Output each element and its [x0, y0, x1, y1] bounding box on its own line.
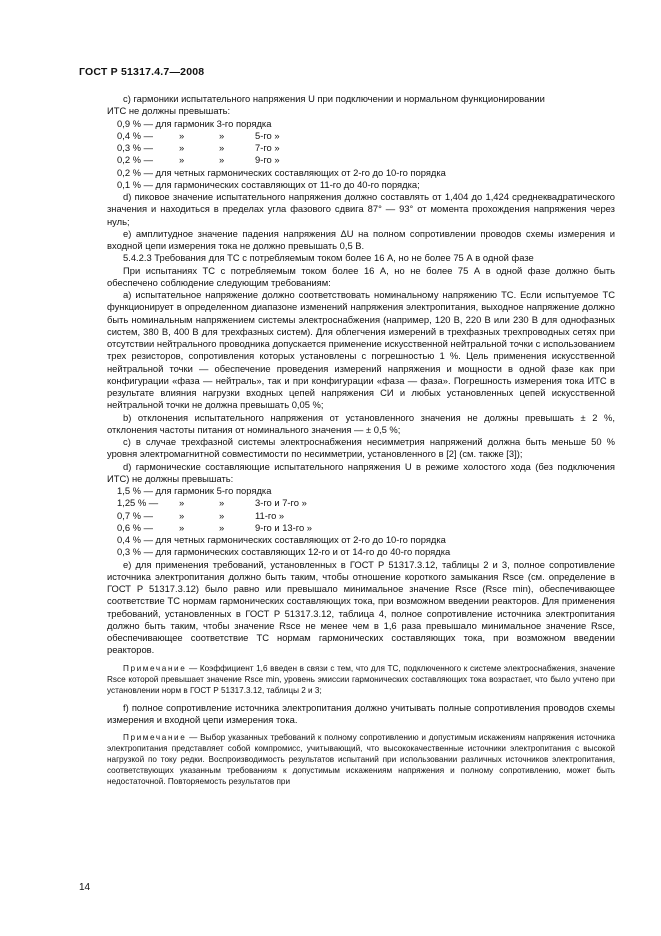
- section-intro: При испытаниях ТС с потребляемым током более 16 А, но не более 75 А в одной фазе должно быть обеспечено соблюдение следующим требованиям:: [107, 264, 615, 288]
- harmonics-row: 0,7 % — » » 11-го »: [117, 509, 285, 521]
- harmonics-even: 0,2 % — для четных гармонических составляющих от 2-го до 10-го порядка: [117, 166, 446, 178]
- harmonics-row: 0,3 % — » » 7-го »: [117, 142, 280, 153]
- harmonics-row: 0,9 % — для гармоник 3-го порядка: [117, 117, 272, 129]
- item-e2: е) для применения требований, установленных в ГОСТ Р 51317.3.12, таблицы 2 и 3, полное сопротивление источника электропитания должно быть таким, чтобы отношение короткого замыкания Rsce (см. определение в ГОСТ Р 51317.3.12) было равно или превышало минимальное значение Rsce (Rsce min), обеспечивающее соответствие ТС нормам гармонических составляющих тока, при возможном введении реакторов. Для применения требований, установленных в ГОСТ Р 51317.3.12, таблица 4, полное сопротивление источника электропитания должно быть таким, чтобы значение Rsce не менее чем в 1,6 раза превышало минимальное значение Rsce, обеспечивающее соответствие ТС нормам гармонических составляющих тока, при возможном введении реакторов.: [107, 558, 615, 656]
- harmonics-row: 0,2 % — » » 9-го »: [117, 154, 280, 166]
- note-label: Примечание: [123, 733, 187, 742]
- item-d2: d) гармонические составляющие испытательного напряжения U в режиме холостого хода (без подключения ИТС) не должны превышать:: [107, 460, 615, 484]
- document-body: [107, 93, 615, 793]
- item-c-line1: c) гармоники испытательного напряжения U при подключении и нормальном функционировании: [123, 93, 545, 104]
- item-f: f) полное сопротивление источника электропитания должно учитывать полные сопротивления проводов схемы измерения и входной цепи измерения тока.: [107, 701, 615, 725]
- note-text: — Выбор указанных требований к полному сопротивлению и допустимым искажениям напряжения источника электропитания представляет собой компромисс, учитывающий, что высококачественные источники электропитания с высокой нагрузкой по току редки. Воспроизводимость результатов испытаний при использовании различных источников электропитания, соответствующих указанным требованиям к допустимым искажениям напряжения и полному сопротивлению, может быть недостаточной. Повторяемость результатов при: [107, 733, 615, 786]
- harmonics-11-40: 0,1 % — для гармонических составляющих от 11-го до 40-го порядка;: [117, 178, 420, 190]
- item-e: е) амплитудное значение падения напряжения ΔU на полном сопротивлении проводов схемы измерения и входной цепи измерения тока не должно превышать 0,5 В.: [107, 227, 615, 251]
- item-c2: c) в случае трехфазной системы электроснабжения несимметрия напряжений должна быть меньше 50 % уровня электромагнитной совместимости по несимметрии, установленного в [2] (см. также [3]);: [107, 436, 615, 460]
- note-2: [107, 732, 615, 787]
- harmonics-row: 0,6 % — » » 9-го и 13-го »: [117, 521, 313, 533]
- harmonics-row: 0,4 % — » » 5-го »: [117, 129, 280, 141]
- harmonics-table-1: [107, 118, 615, 192]
- page-number: 14: [79, 882, 91, 893]
- item-a: а) испытательное напряжение должно соответствовать номинальному напряжению ТС. Если испытуемое ТС функционирует в определенном диапазоне изменений напряжения электропитания, выходное напряжение должно быть номинальным напряжением системы электроснабжения (например, 120 В, 220 В или 230 В для однофазных систем, 380 В, 400 В для трехфазных систем). Для облегчения измерений в трехфазных трехпроводных сетях при отсутствии нейтрального проводника допускается применение искусственной нейтральной точки с использованием трех резисторов, сопротивления которых установлены с погрешностью 1 %. Цель применения искусственной нейтральной точки — обеспечение проведения измерений напряжения и мощности в одной фазе как при конфигурации «фаза — нейтраль», так и при конфигурации «фаза — фаза». Погрешность измерения тока ИТС в результате влияния нагрузки входных цепей напряжения СИ и любых установленных цепей искусственной нейтральной точки не должна превышать 0,05 %;: [107, 289, 615, 411]
- harmonics-row: 1,25 % — » » 3-го и 7-го »: [117, 497, 307, 509]
- note-label: Примечание: [123, 663, 187, 673]
- harmonics-even-2: 0,4 % — для четных гармонических составляющих от 2-го до 10-го порядка: [117, 534, 446, 545]
- item-b: b) отклонения испытательного напряжения от установленного значения не должны превышать ± 2 %, отклонения частоты питания от номинального значения — ± 0,5 %;: [107, 411, 615, 435]
- section-title: 5.4.2.3 Требования для ТС с потребляемым током более 16 А, но не более 75 А в одной фазе: [123, 252, 534, 264]
- harmonics-row: 1,5 % — для гармоник 5-го порядка: [117, 485, 272, 496]
- harmonics-odd-2: 0,3 % — для гармонических составляющих 12-го и от 14-го до 40-го порядка: [117, 546, 451, 558]
- note-text: — Коэффициент 1,6 введен в связи с тем, что для ТС, подключенного к системе электроснабжения, значение Rsce которой превышает значение Rsce min, уровень эмиссии гармонических составляющих тока возрастает, что было учтено при установлении норм в ГОСТ Р 51317.3.12, таблицы 2 и 3;: [107, 663, 615, 695]
- harmonics-table-2: [107, 485, 615, 559]
- item-d: d) пиковое значение испытательного напряжения должно составлять от 1,404 до 1,424 среднеквадратического значения и находиться в пределах угла фазового сдвига 87° — 93° от момента прохождения напряжения через нуль;: [107, 191, 615, 227]
- document-header: ГОСТ Р 51317.4.7—2008: [79, 66, 205, 78]
- note-1: [107, 663, 615, 696]
- item-c-line2: ИТС не должны превышать:: [107, 105, 231, 117]
